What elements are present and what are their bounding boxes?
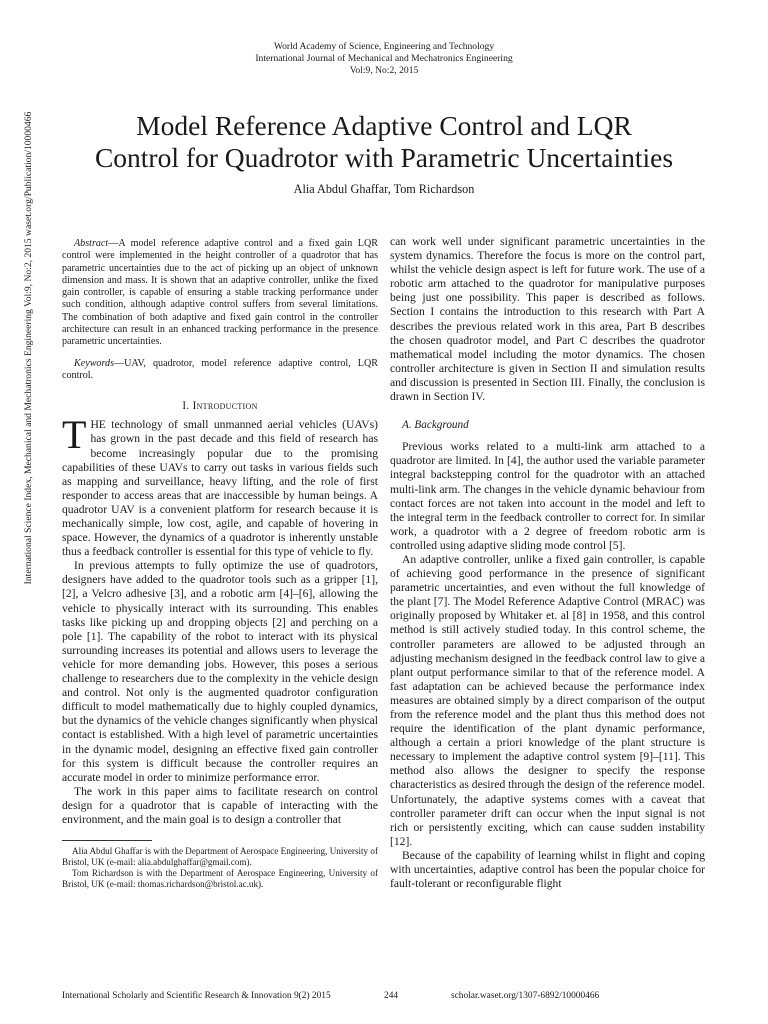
journal-header bbox=[0, 41, 768, 78]
footer-url: scholar.waset.org/1307-6892/10000466 bbox=[451, 991, 600, 1001]
background-paragraph-1: Previous works related to a multi-link arm attached to a quadrotor are limited. In [4], the author used the variable parameter integral backstepping control for the quadrotor with an attached multi-link arm. The changes in the vehicle dynamic behaviour from contact forces are not taken into account in the model and left to the integral term in the feedback controller to correct for. In similar work, a quadrotor with a 2 degree of freedom robotic arm is controlled using adaptive sliding mode control [5]. bbox=[390, 440, 705, 552]
paper-authors: Alia Abdul Ghaffar, Tom Richardson bbox=[293, 182, 475, 196]
footer-publisher: International Scholarly and Scientific Research & Innovation 9(2) 2015 bbox=[62, 991, 331, 1001]
paper-title-line-1: Model Reference Adaptive Control and LQR bbox=[136, 110, 632, 141]
section-number: I. bbox=[182, 400, 190, 413]
dropcap-letter: T bbox=[62, 412, 87, 458]
paper-title-line-2: Control for Quadrotor with Parametric Uncertainties bbox=[94, 142, 674, 173]
abstract-label: Abstract bbox=[74, 238, 109, 249]
keywords-label: Keywords bbox=[74, 357, 115, 369]
page-number: 244 bbox=[384, 991, 399, 1001]
journal-subtitle: International Journal of Mechanical and Mechatronics Engineering bbox=[255, 53, 513, 65]
paper-title bbox=[40, 110, 728, 174]
abstract bbox=[62, 238, 378, 382]
section-heading-introduction bbox=[62, 399, 378, 413]
section-title: Introduction bbox=[192, 400, 258, 413]
background-paragraph-2: An adaptive controller, unlike a fixed gain controller, is capable of achieving good performance in the presence of significant parametric uncertainties, and even without the full knowledge of the plant [7]. The Model Reference Adaptive Control (MRAC) was originally proposed by Whitaker et. al [8] in 1958, and this control method is still actively studied today. In this control scheme, the controller parameters are allowed to be adjusted through an adjusting mechanism designed in the feedback control law to give a plant output performance similar to that of the reference model. A fast adaptation can be achieved because the performance index measures are obtained simply by a direct comparison of the output from the reference model and the plant thus this method does not require the identification of the plant dynamic performance, although a certain a priori knowledge of the plant structure is necessary to implement the adaptive control system [9]–[11]. This method also allows the designer to specify the response characteristics as desired through the design of the reference model. Unfortunately, the adaptive systems comes with a caveat that controller parameter drift can occur when the input signal is not rich or persistently exciting, which can cause sudden instability [12]. bbox=[390, 552, 705, 848]
intro-paragraph-1 bbox=[62, 412, 378, 559]
background-paragraph-3: Because of the capability of learning whilst in flight and coping with uncertainties, adaptive control has been the popular choice for fault-tolerant or reconfigurable flight bbox=[390, 848, 705, 891]
journal-volume: Vol:9, No:2, 2015 bbox=[349, 65, 419, 77]
intro-paragraph-continued: can work well under significant parametric uncertainties in the system dynamics. Therefore the focus is more on the control part, whilst the vehicle design aspect is left for future work. The use of a robotic arm attached to the quadrotor for manipulative purposes being just one possibility. This paper is described as follows. Section I contains the introduction to this research with Part A describes the previous related work in this area, Part B describes the chosen quadrotor model, and Part C describes the quadrotor mathematical model including the motor dynamics. The chosen controller architecture is given in Section II and simulation results and discussion is presented in Section III. Finally, the conclusion is drawn in Section IV. bbox=[390, 235, 705, 404]
intro-paragraph-3: The work in this paper aims to facilitate research on control design for a quadrotor that is capable of interacting with the environment, and the main goal is to design a controller that bbox=[62, 784, 378, 826]
footnote-divider bbox=[62, 840, 152, 841]
footnote-author-1: Alia Abdul Ghaffar is with the Department of Aerospace Engineering, University of Bristol, UK (e-mail: alia.abdulghaffar@gmail.com). bbox=[62, 846, 378, 868]
intro-paragraph-2: In previous attempts to fully optimize the use of quadrotors, designers have added to the quadrotor tools such as a gripper [1], [2], a Velcro adhesive [3], and a robotic arm [4]–[6], allowing the vehicle to physically interact with its surrounding. This enables tasks like picking up and dropping objects [2] and perching on a pole [1]. The capability of the robot to interact with its physical surrounding increases its potential and allows users to leverage the vehicle for more demanding jobs. However, this poses a serious challenge to researchers due to the complexity in the vehicle design and control. Not only is the augmented quadrotor configuration difficult to model mathematically due to highly coupled dynamics, but the dynamics of the vehicle changes significantly when physical contact is established. With a high level of parametric uncertainties in the dynamic model, designing an effective fixed gain controller for this system is difficult because the controller requires an accurate model in order to minimize performance error. bbox=[62, 559, 378, 784]
left-column bbox=[62, 238, 378, 890]
journal-name: World Academy of Science, Engineering and Technology bbox=[273, 41, 495, 52]
footnotes bbox=[62, 846, 378, 890]
intro-paragraph-1-text: HE technology of small unmanned aerial vehicles (UAVs) has grown in the past decade and this field of research has become increasingly popular due to the promising capabilities of these UAVs to carry out tasks in various fields such as mapping and surveillance, heavy lifting, and the role of first responder to access areas that are inaccessible by human beings. A quadrotor UAV is a convenient platform for research because it is mechanically simple, low cost, agile, and capable of hovering in space. However, the dynamics of a quadrotor is inherently unstable thus a feedback controller is essential for this type of vehicle to fly. bbox=[62, 418, 378, 559]
sidebar-index-text: International Science Index, Mechanical and Mechatronics Engineering Vol:9, No:2, 2015 waset.org/Publication/10000466 bbox=[23, 111, 34, 585]
abstract-text: —A model reference adaptive control and a fixed gain LQR control were implemented in the height controller of a quadrotor that has parametric uncertainties due to the act of picking up an object of unknown dimension and mass. It is shown that an adaptive controller, unlike the fixed gain controller, is capable of ensuring a stable tracking performance under such condition, although adaptive control suffers from several limitations. The combination of both adaptive and fixed gain control in the controller architecture can result in an enhanced tracking performance in the presence parametric uncertainties. bbox=[62, 238, 378, 348]
right-column bbox=[390, 235, 705, 891]
footnote-author-2: Tom Richardson is with the Department of Aerospace Engineering, University of Bristol, UK (e-mail: thomas.richardson@bristol.ac.uk). bbox=[62, 868, 378, 890]
keywords-text: —UAV, quadrotor, model reference adaptive control, LQR control. bbox=[62, 357, 378, 381]
subsection-heading-background: A. Background bbox=[402, 419, 469, 432]
